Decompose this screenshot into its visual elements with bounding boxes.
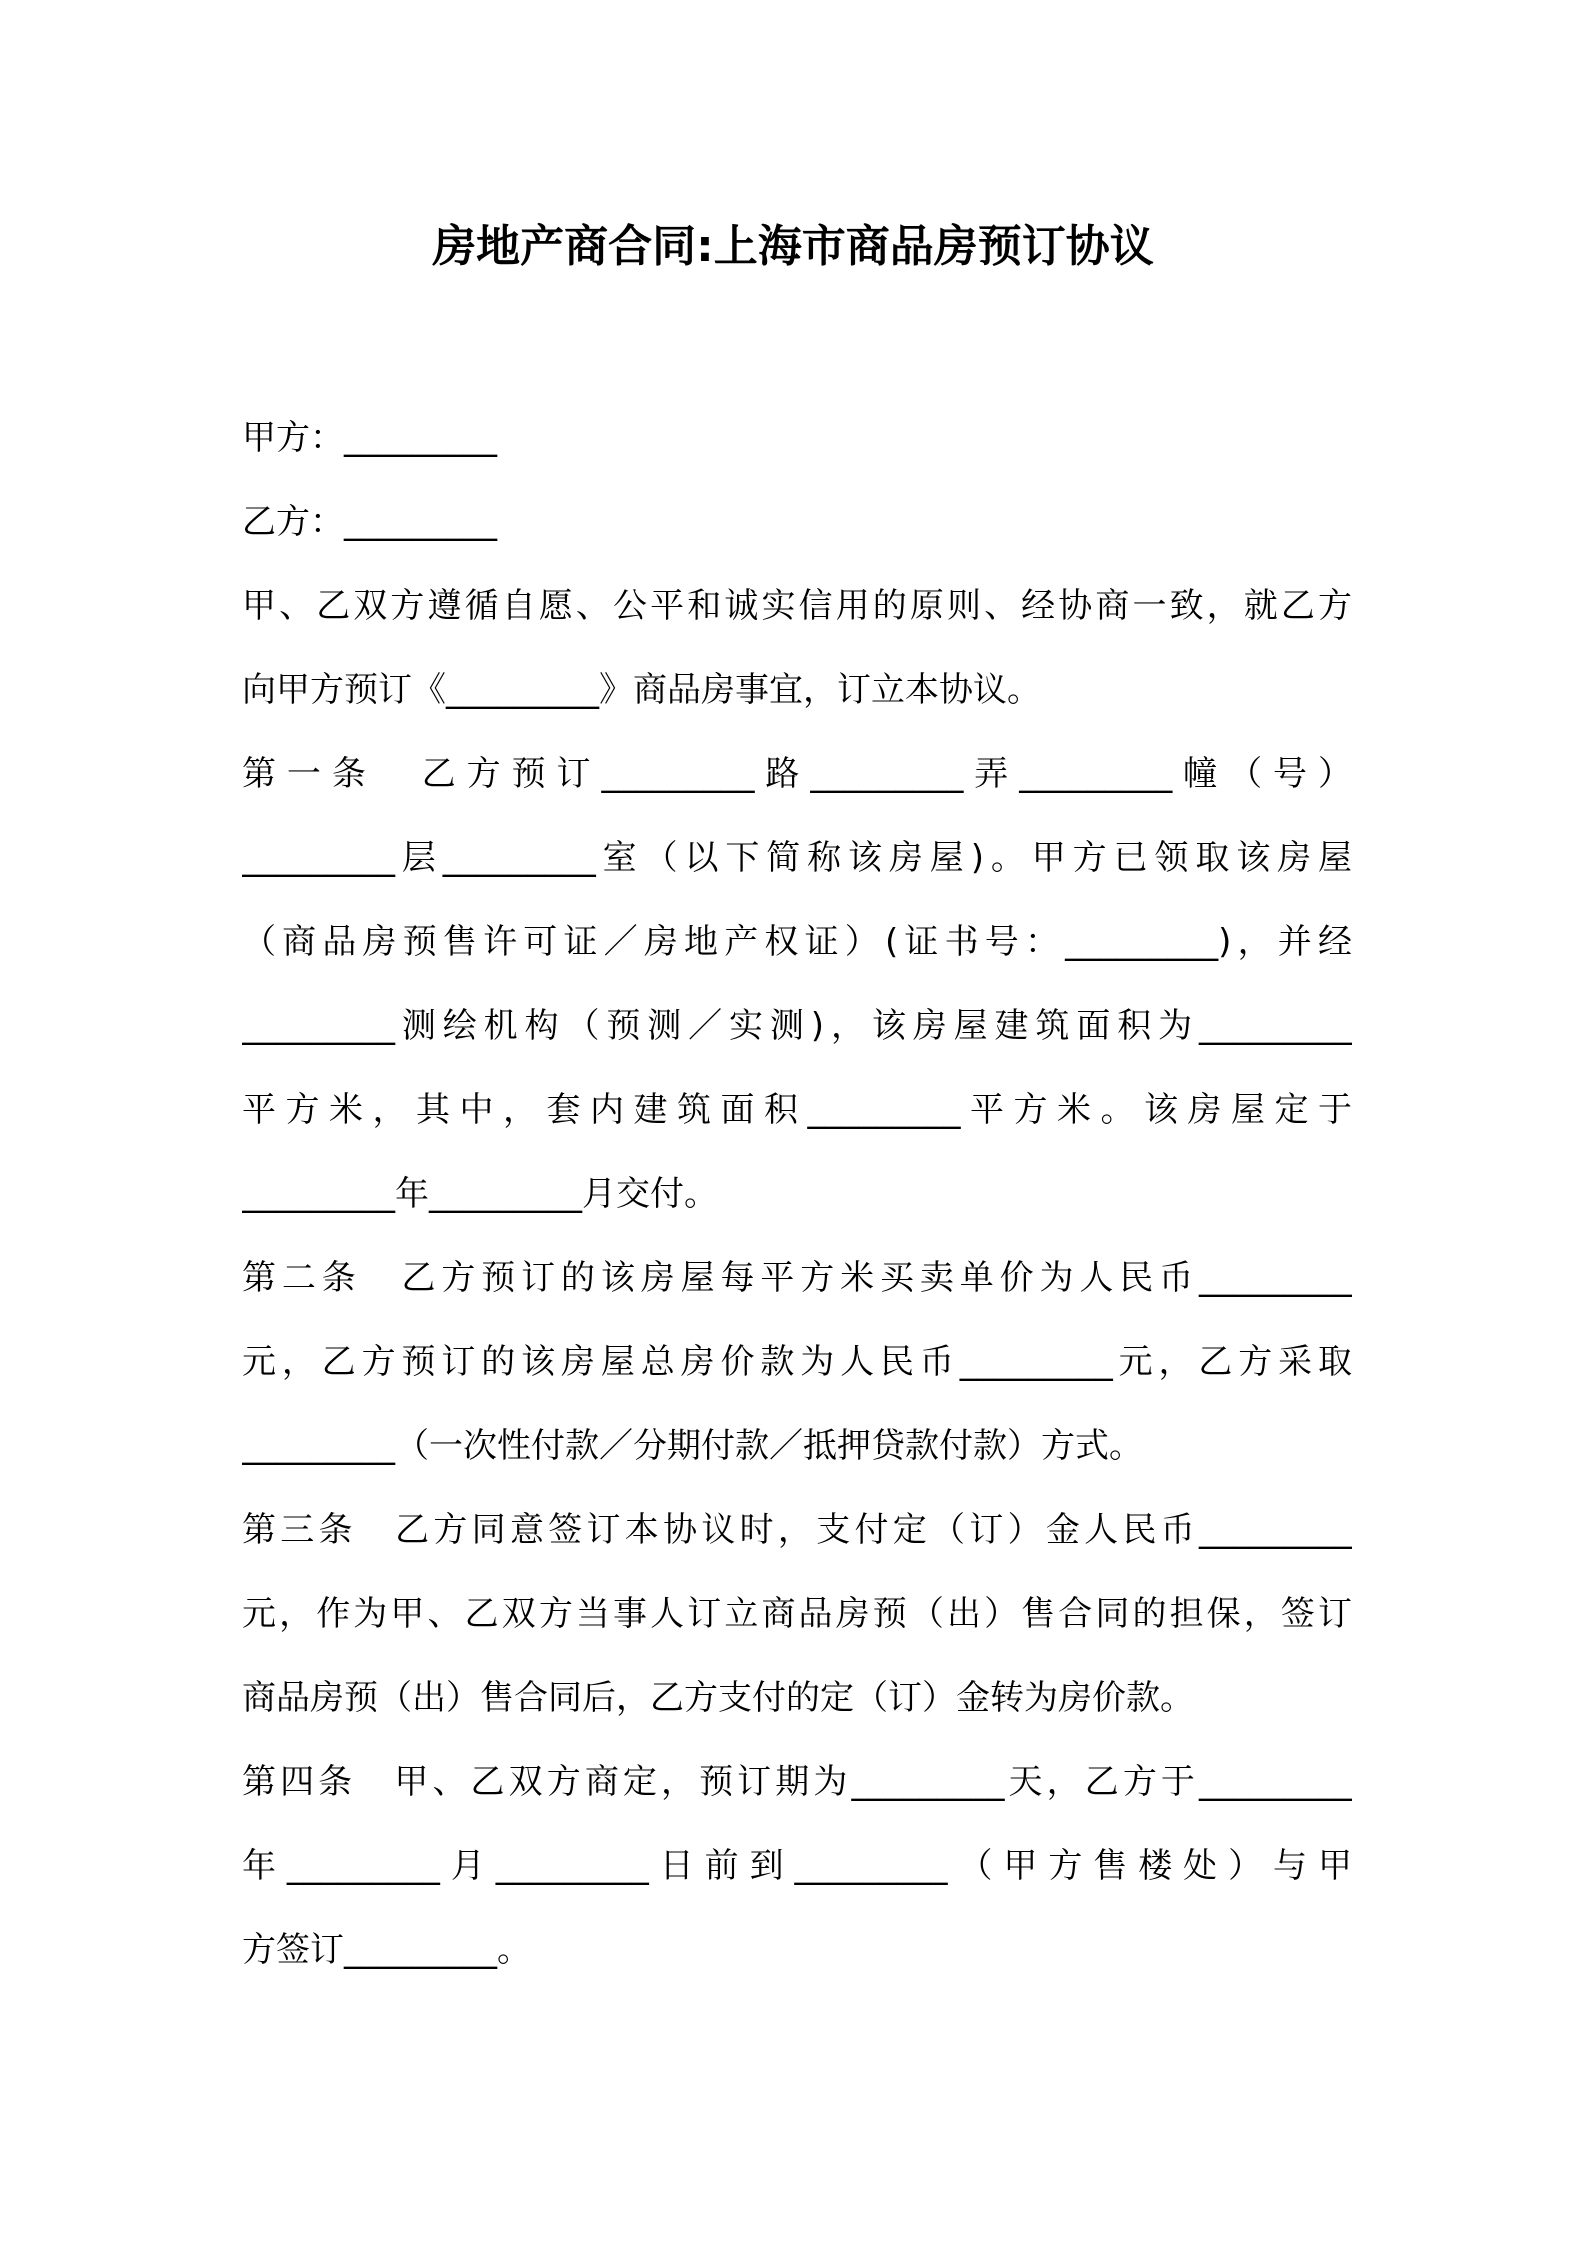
article-1-line-3: （商品房预售许可证／房地产权证）(证书号：_________)，并经 [242,922,1352,962]
article-1-line-6: _________年_________月交付。 [242,1174,718,1214]
preamble-line-2: 向甲方预订《_________》商品房事宜，订立本协议。 [242,670,1041,710]
article-1-line-1: 第一条 乙方预订_________路_________弄_________幢（号） [242,754,1352,794]
article-3-line-3: 商品房预（出）售合同后，乙方支付的定（订）金转为房价款。 [242,1678,1194,1718]
article-2-line-3: _________（一次性付款／分期付款／抵押贷款付款）方式。 [242,1426,1143,1466]
article-2-line-2: 元，乙方预订的该房屋总房价款为人民币_________元，乙方采取 [242,1342,1352,1382]
article-2-line-1: 第二条 乙方预订的该房屋每平方米买卖单价为人民币_________ [242,1258,1352,1298]
article-4-line-3: 方签订_________。 [242,1930,531,1970]
document-title: 房地产商合同:上海市商品房预订协议 [432,221,1154,272]
article-4-line-1: 第四条 甲、乙双方商定，预订期为_________天，乙方于_________ [242,1762,1352,1802]
party-b-line: 乙方：_________ [242,502,497,542]
preamble-line-1: 甲、乙双方遵循自愿、公平和诚实信用的原则、经协商一致，就乙方 [242,586,1352,626]
article-3-line-2: 元，作为甲、乙双方当事人订立商品房预（出）售合同的担保，签订 [242,1594,1352,1634]
article-1-line-2: _________层_________室（以下简称该房屋)。甲方已领取该房屋 [242,838,1352,878]
article-1-line-5: 平方米，其中，套内建筑面积_________平方米。该房屋定于 [242,1090,1352,1130]
article-3-line-1: 第三条 乙方同意签订本协议时，支付定（订）金人民币_________ [242,1510,1352,1550]
party-a-line: 甲方：_________ [242,418,497,458]
article-4-line-2: 年_________月_________日前到_________（甲方售楼处）与甲 [242,1846,1352,1886]
article-1-line-4: _________测绘机构（预测／实测)，该房屋建筑面积为_________ [242,1006,1352,1046]
